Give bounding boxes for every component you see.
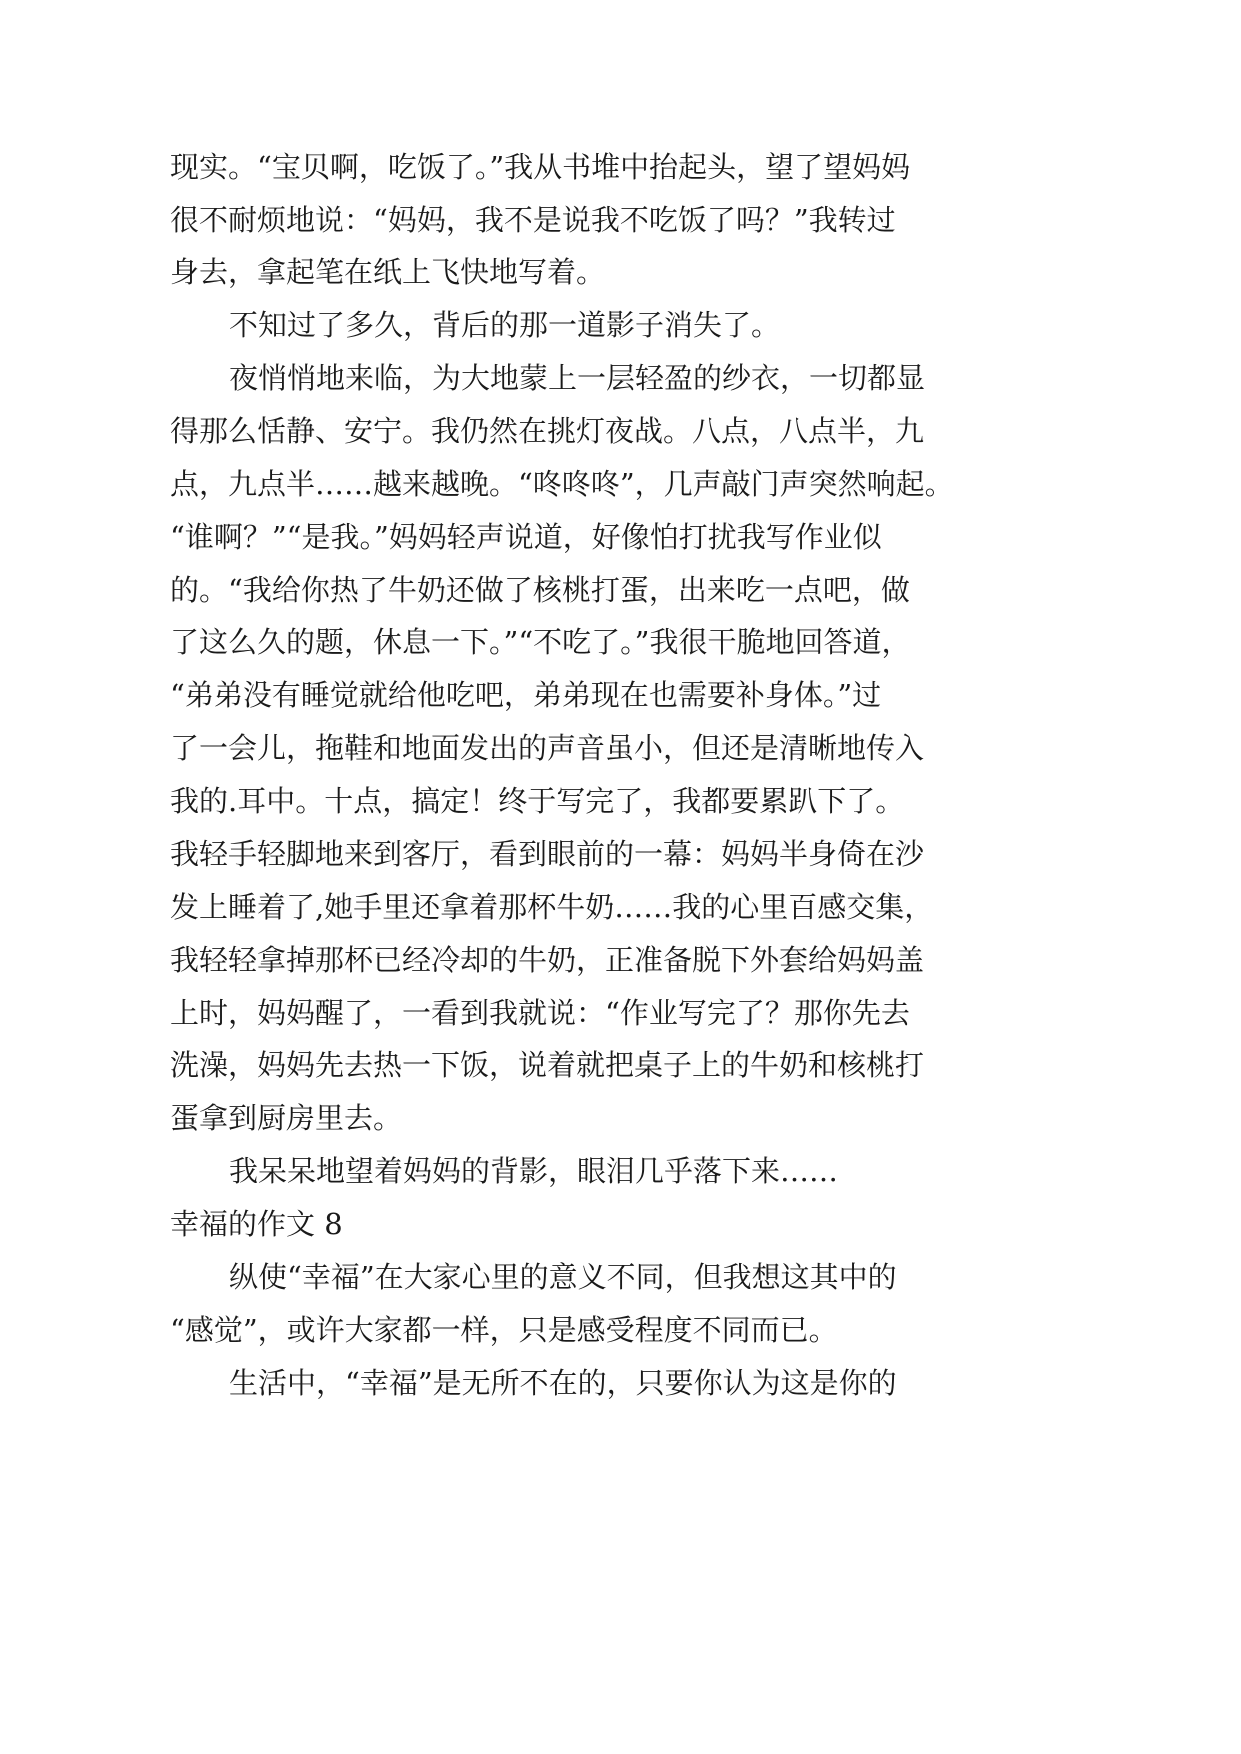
text-line: 我呆呆地望着妈妈的背影，眼泪几乎落下来…… [229, 1154, 839, 1188]
text-line: 现实。“宝贝啊，吃饭了。”我从书堆中抬起头，望了望妈妈 [170, 150, 911, 184]
text-line: 洗澡，妈妈先去热一下饭，说着就把桌子上的牛奶和核桃打 [170, 1048, 925, 1082]
text-line: 上时，妈妈醒了，一看到我就说：“作业写完了？那你先去 [170, 996, 910, 1030]
text-line: “谁啊？”“是我。”妈妈轻声说道，好像怕打扰我写作业似 [170, 520, 882, 554]
text-line: 夜悄悄地来临，为大地蒙上一层轻盈的纱衣，一切都显 [229, 361, 926, 395]
text-line: 我的.耳中。十点，搞定！终于写完了，我都要累趴下了。 [170, 784, 905, 818]
text-line: 我轻轻拿掉那杯已经冷却的牛奶，正准备脱下外套给妈妈盖 [170, 943, 925, 977]
text-line: 我轻手轻脚地来到客厅，看到眼前的一幕：妈妈半身倚在沙 [170, 837, 925, 871]
text-line: 了这么久的题，休息一下。”“不吃了。”我很干脆地回答道， [170, 625, 911, 659]
text-line: 点，九点半……越来越晚。“咚咚咚”，几声敲门声突然响起。 [170, 467, 954, 501]
text-line: 得那么恬静、安宁。我仍然在挑灯夜战。八点，八点半，九 [170, 414, 925, 448]
text-line: 发上睡着了,她手里还拿着那杯牛奶……我的心里百感交集， [170, 890, 934, 924]
text-line: 蛋拿到厨房里去。 [170, 1101, 403, 1135]
text-line: 不知过了多久，背后的那一道影子消失了。 [229, 308, 781, 342]
text-line: “感觉”，或许大家都一样，只是感受程度不同而已。 [170, 1313, 838, 1347]
text-line: 的。“我给你热了牛奶还做了核桃打蛋，出来吃一点吧，做 [170, 573, 910, 607]
section-heading: 幸福的作文 8 [170, 1207, 343, 1241]
text-line: 生活中，“幸福”是无所不在的，只要你认为这是你的 [229, 1366, 897, 1400]
text-line: 纵使“幸福”在大家心里的意义不同，但我想这其中的 [229, 1260, 897, 1294]
text-line: 身去，拿起笔在纸上飞快地写着。 [170, 255, 606, 289]
text-line: 很不耐烦地说：“妈妈，我不是说我不吃饭了吗？”我转过 [170, 203, 896, 237]
text-line: 了一会儿，拖鞋和地面发出的声音虽小，但还是清晰地传入 [170, 731, 925, 765]
text-line: “弟弟没有睡觉就给他吃吧，弟弟现在也需要补身体。”过 [170, 678, 882, 712]
